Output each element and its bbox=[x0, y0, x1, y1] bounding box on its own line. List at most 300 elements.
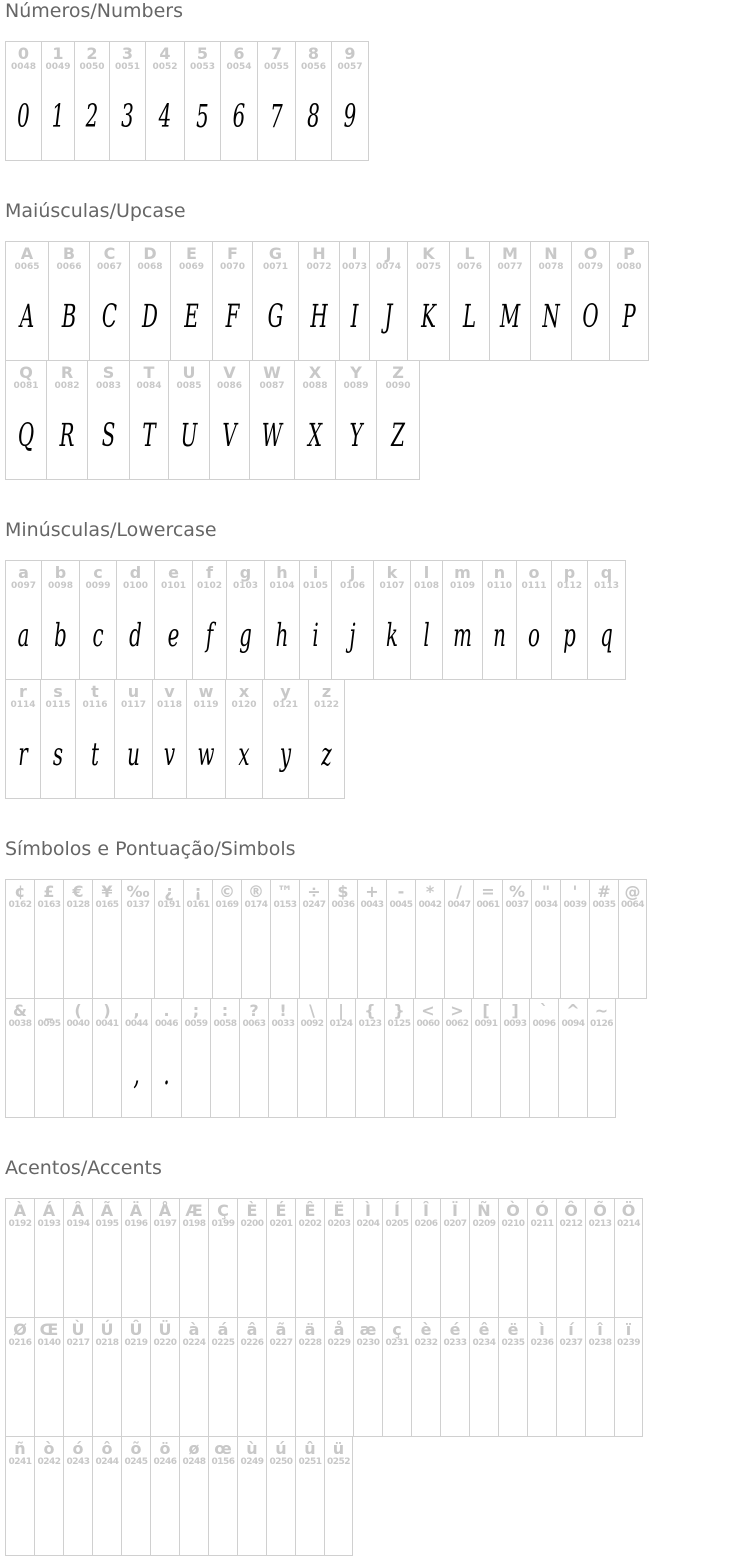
glyph-sample: P bbox=[622, 297, 636, 335]
glyph-code: 0052 bbox=[152, 62, 178, 72]
glyph-code: 0198 bbox=[182, 1219, 206, 1229]
glyph-char: å bbox=[333, 1320, 345, 1339]
glyph-sample: C bbox=[101, 297, 118, 335]
glyph-char: > bbox=[450, 1001, 464, 1020]
section-title-symbols: Símbolos e Pontuação/Simbols bbox=[5, 838, 296, 860]
glyph-char: Ë bbox=[333, 1201, 345, 1220]
glyph-cell bbox=[527, 1317, 556, 1437]
glyph-char: . bbox=[163, 1001, 170, 1020]
glyph-sample: E bbox=[184, 297, 199, 335]
glyph-code: 0193 bbox=[37, 1219, 61, 1229]
glyph-char: Ê bbox=[304, 1201, 316, 1220]
glyph-char: € bbox=[72, 882, 84, 901]
glyph-cell bbox=[571, 241, 609, 361]
glyph-cell bbox=[618, 879, 647, 999]
glyph-cell bbox=[5, 679, 40, 799]
glyph-sample: 5 bbox=[196, 97, 209, 135]
glyph-code: 0072 bbox=[306, 262, 332, 272]
glyph-cell bbox=[560, 879, 589, 999]
glyph-code: 0218 bbox=[95, 1338, 119, 1348]
glyph-code: 0051 bbox=[114, 62, 141, 72]
glyph-cell bbox=[411, 1198, 440, 1318]
glyph-cell bbox=[5, 879, 34, 999]
glyph-char: : bbox=[221, 1001, 229, 1020]
glyph-char: 0 bbox=[17, 44, 30, 63]
glyph-cell bbox=[5, 41, 41, 161]
glyph-code: 0114 bbox=[10, 700, 36, 710]
glyph-sample: c bbox=[92, 616, 104, 654]
glyph-cell bbox=[46, 360, 87, 480]
glyph-char: x bbox=[238, 682, 250, 701]
glyph-code: 0058 bbox=[213, 1019, 237, 1029]
glyph-cell bbox=[442, 560, 482, 680]
glyph-sample: s bbox=[52, 735, 64, 773]
glyph-code: 0097 bbox=[10, 581, 37, 591]
glyph-sample: R bbox=[59, 416, 75, 454]
glyph-char: Ø bbox=[13, 1320, 27, 1339]
glyph-cell bbox=[63, 1198, 92, 1318]
glyph-char: # bbox=[597, 882, 611, 901]
glyph-sample: F bbox=[225, 297, 240, 335]
glyph-char: * bbox=[425, 882, 435, 901]
glyph-cell bbox=[121, 1317, 150, 1437]
section-title-numbers: Números/Numbers bbox=[5, 0, 183, 22]
glyph-code: 0078 bbox=[538, 262, 564, 272]
glyph-sample: n bbox=[493, 616, 506, 654]
glyph-sample: p bbox=[563, 616, 576, 654]
glyph-cell bbox=[558, 998, 587, 1118]
glyph-sample: X bbox=[307, 416, 323, 454]
glyph-char: ñ bbox=[14, 1439, 26, 1458]
glyph-char: í bbox=[568, 1320, 574, 1339]
glyph-char: 8 bbox=[307, 44, 320, 63]
glyph-code: 0231 bbox=[385, 1338, 409, 1348]
glyph-char: \ bbox=[309, 1001, 315, 1020]
glyph-char: W bbox=[263, 363, 281, 382]
glyph-code: 0214 bbox=[616, 1219, 641, 1229]
glyph-cell bbox=[415, 879, 444, 999]
glyph-code: 0086 bbox=[216, 381, 243, 391]
glyph-code: 0192 bbox=[8, 1219, 32, 1229]
glyph-char: F bbox=[227, 244, 238, 263]
glyph-code: 0045 bbox=[389, 900, 413, 910]
glyph-cell bbox=[212, 879, 241, 999]
glyph-char: p bbox=[563, 563, 576, 582]
glyph-char: P bbox=[623, 244, 635, 263]
glyph-char: ê bbox=[478, 1320, 490, 1339]
glyph-cell bbox=[150, 1317, 179, 1437]
glyph-char: Ì bbox=[365, 1201, 371, 1220]
glyph-cell bbox=[209, 360, 249, 480]
glyph-cell bbox=[339, 241, 369, 361]
glyph-code: 0073 bbox=[341, 262, 368, 272]
glyph-char: D bbox=[143, 244, 157, 263]
glyph-code: 0126 bbox=[589, 1019, 614, 1029]
glyph-char: i bbox=[312, 563, 319, 582]
glyph-code: 0062 bbox=[445, 1019, 469, 1029]
glyph-cell bbox=[116, 560, 154, 680]
glyph-cell bbox=[498, 1317, 527, 1437]
glyph-cell bbox=[500, 998, 529, 1118]
glyph-cell bbox=[225, 679, 262, 799]
glyph-cell bbox=[5, 560, 41, 680]
glyph-code: 0249 bbox=[240, 1457, 264, 1467]
glyph-code: 0087 bbox=[259, 381, 285, 391]
glyph-code: 0055 bbox=[263, 62, 290, 72]
glyph-char: @ bbox=[624, 882, 641, 901]
glyph-code: 0174 bbox=[244, 900, 268, 910]
glyph-cell bbox=[585, 1198, 614, 1318]
glyph-cell bbox=[473, 879, 502, 999]
glyph-sample: v bbox=[163, 735, 176, 773]
glyph-sample: K bbox=[421, 297, 436, 335]
glyph-cell bbox=[324, 1198, 353, 1318]
glyph-cell bbox=[294, 360, 335, 480]
glyph-sample: N bbox=[542, 297, 560, 335]
glyph-char: v bbox=[164, 682, 175, 701]
glyph-code: 0245 bbox=[124, 1457, 148, 1467]
glyph-cell bbox=[262, 679, 308, 799]
glyph-char: l bbox=[423, 563, 430, 582]
glyph-char: ‰ bbox=[126, 882, 150, 901]
glyph-code: 0048 bbox=[10, 62, 37, 72]
glyph-cell bbox=[270, 879, 299, 999]
glyph-char: Ò bbox=[506, 1201, 520, 1220]
glyph-cell bbox=[237, 1317, 266, 1437]
glyph-code: 0088 bbox=[302, 381, 328, 391]
glyph-char: Ö bbox=[621, 1201, 636, 1220]
glyph-code: 0046 bbox=[154, 1019, 179, 1029]
glyph-char: ï bbox=[625, 1320, 632, 1339]
glyph-char: ò bbox=[43, 1439, 55, 1458]
glyph-char: J bbox=[385, 244, 392, 263]
glyph-code: 0250 bbox=[269, 1457, 293, 1467]
glyph-cell bbox=[328, 879, 357, 999]
glyph-char: ® bbox=[248, 882, 264, 901]
glyph-code: 0121 bbox=[272, 700, 299, 710]
glyph-code: 0040 bbox=[66, 1019, 90, 1029]
glyph-code: 0091 bbox=[474, 1019, 498, 1029]
glyph-char: â bbox=[246, 1320, 258, 1339]
glyph-code: 0125 bbox=[387, 1019, 411, 1029]
glyph-cell bbox=[482, 560, 516, 680]
glyph-char: ã bbox=[275, 1320, 287, 1339]
glyph-cell bbox=[63, 879, 92, 999]
glyph-cell bbox=[212, 241, 252, 361]
glyph-code: 0169 bbox=[215, 900, 239, 910]
glyph-cell bbox=[530, 241, 571, 361]
glyph-code: 0243 bbox=[66, 1457, 90, 1467]
glyph-cell bbox=[63, 1436, 92, 1556]
glyph-row bbox=[5, 998, 616, 1118]
glyph-sample: o bbox=[528, 616, 540, 654]
glyph-cell bbox=[266, 1317, 295, 1437]
glyph-row bbox=[5, 360, 420, 480]
glyph-row bbox=[5, 679, 345, 799]
glyph-cell bbox=[410, 560, 442, 680]
glyph-sample: k bbox=[385, 616, 399, 654]
glyph-cell bbox=[208, 1198, 237, 1318]
glyph-char: Ä bbox=[129, 1201, 143, 1220]
glyph-char: Ñ bbox=[477, 1201, 491, 1220]
glyph-code: 0106 bbox=[339, 581, 366, 591]
glyph-cell bbox=[529, 998, 558, 1118]
glyph-cell bbox=[89, 241, 129, 361]
glyph-cell bbox=[324, 1436, 353, 1556]
glyph-cell bbox=[469, 1198, 498, 1318]
glyph-sample: . bbox=[163, 1054, 170, 1092]
glyph-code: 0083 bbox=[95, 381, 122, 391]
glyph-code: 0120 bbox=[231, 700, 257, 710]
glyph-cell bbox=[239, 998, 268, 1118]
glyph-char: Ü bbox=[158, 1320, 172, 1339]
glyph-code: 0111 bbox=[521, 581, 547, 591]
glyph-code: 0037 bbox=[505, 900, 529, 910]
glyph-code: 0217 bbox=[66, 1338, 90, 1348]
glyph-sample: J bbox=[384, 297, 393, 335]
glyph-cell bbox=[373, 560, 410, 680]
glyph-code: 0089 bbox=[343, 381, 369, 391]
glyph-sample: G bbox=[267, 297, 284, 335]
glyph-code: 0042 bbox=[418, 900, 442, 910]
glyph-sample: b bbox=[54, 616, 67, 654]
glyph-char: I bbox=[351, 244, 358, 263]
glyph-cell bbox=[411, 1317, 440, 1437]
glyph-sample: f bbox=[205, 616, 214, 654]
glyph-char: y bbox=[280, 682, 291, 701]
glyph-cell bbox=[257, 41, 295, 161]
glyph-sample: D bbox=[142, 297, 158, 335]
glyph-char: ç bbox=[392, 1320, 402, 1339]
glyph-code: 0038 bbox=[8, 1019, 32, 1029]
glyph-sample: j bbox=[349, 616, 356, 654]
glyph-char: ù bbox=[246, 1439, 258, 1458]
glyph-cell bbox=[413, 998, 442, 1118]
glyph-code: 0067 bbox=[96, 262, 123, 272]
glyph-cell bbox=[382, 1198, 411, 1318]
glyph-sample: d bbox=[129, 616, 142, 654]
glyph-char: % bbox=[508, 882, 526, 901]
glyph-code: 0163 bbox=[37, 900, 61, 910]
glyph-char: Œ bbox=[39, 1320, 59, 1339]
glyph-sample: U bbox=[180, 416, 198, 454]
glyph-char: È bbox=[246, 1201, 258, 1220]
glyph-code: 0248 bbox=[182, 1457, 206, 1467]
glyph-char: b bbox=[54, 563, 67, 582]
glyph-char: æ bbox=[359, 1320, 377, 1339]
glyph-code: 0241 bbox=[8, 1457, 32, 1467]
glyph-cell bbox=[357, 879, 386, 999]
glyph-char: U bbox=[182, 363, 196, 382]
glyph-code: 0128 bbox=[66, 900, 90, 910]
glyph-cell bbox=[5, 998, 34, 1118]
glyph-char: e bbox=[168, 563, 179, 582]
glyph-row bbox=[5, 560, 626, 680]
glyph-cell bbox=[502, 879, 531, 999]
glyph-cell bbox=[210, 998, 239, 1118]
glyph-char: ? bbox=[249, 1001, 259, 1020]
glyph-row bbox=[5, 241, 649, 361]
glyph-char: - bbox=[397, 882, 405, 901]
glyph-cell bbox=[92, 1198, 121, 1318]
glyph-char: ¢ bbox=[14, 882, 26, 901]
glyph-cell bbox=[353, 1198, 382, 1318]
glyph-char: î bbox=[597, 1320, 603, 1339]
glyph-sample: B bbox=[61, 297, 77, 335]
glyph-code: 0161 bbox=[186, 900, 210, 910]
glyph-cell bbox=[179, 1317, 208, 1437]
glyph-code: 0246 bbox=[153, 1457, 177, 1467]
glyph-code: 0234 bbox=[472, 1338, 496, 1348]
glyph-cell bbox=[324, 1317, 353, 1437]
glyph-cell bbox=[34, 1317, 63, 1437]
glyph-cell bbox=[353, 1317, 382, 1437]
glyph-cell bbox=[298, 241, 339, 361]
glyph-cell bbox=[498, 1198, 527, 1318]
glyph-code: 0102 bbox=[196, 581, 223, 591]
glyph-sample: 2 bbox=[85, 97, 99, 135]
glyph-code: 0210 bbox=[501, 1219, 525, 1229]
glyph-cell bbox=[186, 679, 225, 799]
glyph-cell bbox=[335, 360, 376, 480]
glyph-cell bbox=[168, 360, 209, 480]
glyph-code: 0230 bbox=[356, 1338, 380, 1348]
glyph-code: 0069 bbox=[178, 262, 205, 272]
glyph-cell bbox=[442, 998, 471, 1118]
glyph-char: + bbox=[365, 882, 379, 901]
glyph-char: Í bbox=[394, 1201, 400, 1220]
glyph-cell bbox=[92, 1436, 121, 1556]
glyph-char: _ bbox=[45, 1001, 53, 1020]
glyph-code: 0116 bbox=[82, 700, 108, 710]
glyph-cell bbox=[266, 1198, 295, 1318]
glyph-char: à bbox=[188, 1320, 200, 1339]
glyph-row bbox=[5, 1317, 643, 1437]
glyph-code: 0233 bbox=[443, 1338, 467, 1348]
glyph-sample: 8 bbox=[307, 97, 320, 135]
glyph-code: 0204 bbox=[356, 1219, 380, 1229]
glyph-code: 0195 bbox=[95, 1219, 119, 1229]
glyph-code: 0153 bbox=[273, 900, 297, 910]
glyph-row bbox=[5, 41, 369, 161]
glyph-cell bbox=[48, 241, 89, 361]
glyph-char: ì bbox=[539, 1320, 545, 1339]
glyph-code: 0228 bbox=[298, 1338, 322, 1348]
glyph-code: 0090 bbox=[385, 381, 411, 391]
glyph-cell bbox=[181, 998, 210, 1118]
glyph-char: ' bbox=[572, 882, 578, 901]
glyph-char: X bbox=[308, 363, 322, 382]
glyph-cell bbox=[121, 998, 151, 1118]
glyph-cell bbox=[170, 241, 212, 361]
glyph-char: M bbox=[502, 244, 518, 263]
glyph-cell bbox=[154, 879, 183, 999]
glyph-char: c bbox=[93, 563, 103, 582]
glyph-char: è bbox=[420, 1320, 432, 1339]
glyph-code: 0205 bbox=[385, 1219, 409, 1229]
glyph-sample: Y bbox=[349, 416, 363, 454]
glyph-char: / bbox=[456, 882, 462, 901]
glyph-cell bbox=[34, 1198, 63, 1318]
glyph-char: Ó bbox=[535, 1201, 549, 1220]
glyph-char: w bbox=[198, 682, 214, 701]
glyph-sample: S bbox=[101, 416, 116, 454]
glyph-cell bbox=[150, 1436, 179, 1556]
glyph-code: 0063 bbox=[242, 1019, 266, 1029]
glyph-char: ¥ bbox=[101, 882, 113, 901]
glyph-char: ¿ bbox=[164, 882, 174, 901]
glyph-char: Ú bbox=[100, 1320, 114, 1339]
glyph-char: Î bbox=[423, 1201, 429, 1220]
glyph-cell bbox=[75, 679, 114, 799]
glyph-cell bbox=[92, 998, 121, 1118]
glyph-char: R bbox=[60, 363, 74, 382]
glyph-cell bbox=[129, 241, 170, 361]
glyph-char: Ï bbox=[452, 1201, 458, 1220]
glyph-code: 0061 bbox=[476, 900, 500, 910]
glyph-cell bbox=[114, 679, 152, 799]
glyph-char: ÷ bbox=[307, 882, 321, 901]
glyph-cell bbox=[299, 560, 331, 680]
glyph-code: 0197 bbox=[153, 1219, 177, 1229]
glyph-sample: 9 bbox=[343, 97, 357, 135]
glyph-code: 0225 bbox=[211, 1338, 235, 1348]
glyph-cell bbox=[208, 1436, 237, 1556]
glyph-cell bbox=[241, 879, 270, 999]
glyph-cell bbox=[154, 560, 192, 680]
glyph-sample: 7 bbox=[270, 97, 283, 135]
glyph-char: 9 bbox=[344, 44, 356, 63]
glyph-char: Õ bbox=[593, 1201, 607, 1220]
glyph-code: 0066 bbox=[56, 262, 82, 272]
glyph-cell bbox=[129, 360, 168, 480]
glyph-char: ! bbox=[279, 1001, 287, 1020]
glyph-char: Ç bbox=[217, 1201, 229, 1220]
glyph-sample: r bbox=[18, 735, 28, 773]
glyph-char: B bbox=[62, 244, 76, 263]
glyph-sample: 6 bbox=[232, 97, 246, 135]
glyph-sample: , bbox=[133, 1054, 140, 1092]
glyph-code: 0219 bbox=[124, 1338, 148, 1348]
glyph-char: 5 bbox=[196, 44, 209, 63]
glyph-code: 0039 bbox=[563, 900, 587, 910]
glyph-cell bbox=[516, 560, 551, 680]
glyph-char: Á bbox=[42, 1201, 56, 1220]
glyph-char: Ù bbox=[71, 1320, 85, 1339]
glyph-char: ¡ bbox=[194, 882, 202, 901]
glyph-char: ë bbox=[507, 1320, 519, 1339]
glyph-char: œ bbox=[214, 1439, 232, 1458]
glyph-cell bbox=[226, 560, 264, 680]
glyph-cell bbox=[121, 1198, 150, 1318]
glyph-char: é bbox=[449, 1320, 461, 1339]
glyph-char: N bbox=[544, 244, 558, 263]
glyph-sample: 4 bbox=[158, 97, 172, 135]
glyph-code: 0081 bbox=[13, 381, 39, 391]
glyph-code: 0033 bbox=[271, 1019, 295, 1029]
glyph-cell bbox=[151, 998, 181, 1118]
glyph-char: < bbox=[421, 1001, 435, 1020]
glyph-code: 0034 bbox=[534, 900, 558, 910]
glyph-char: ( bbox=[74, 1001, 82, 1020]
glyph-code: 0041 bbox=[95, 1019, 119, 1029]
glyph-char: s bbox=[53, 682, 63, 701]
glyph-code: 0209 bbox=[472, 1219, 496, 1229]
glyph-code: 0110 bbox=[486, 581, 513, 591]
glyph-cell bbox=[587, 560, 626, 680]
glyph-char: } bbox=[393, 1001, 405, 1020]
glyph-code: 0227 bbox=[269, 1338, 293, 1348]
